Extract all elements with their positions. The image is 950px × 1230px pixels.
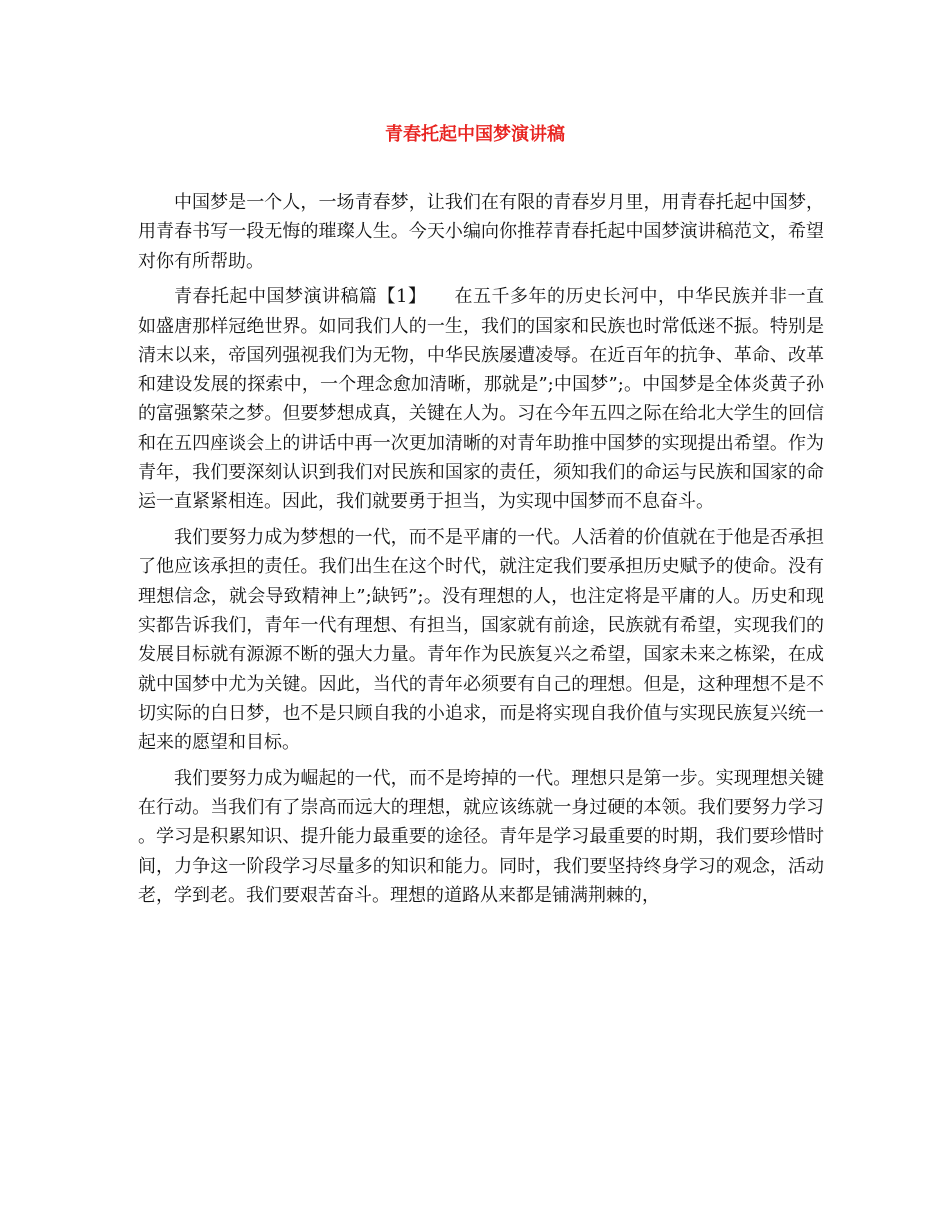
paragraph-dream-generation: 我们要努力成为梦想的一代，而不是平庸的一代。人活着的价值就在于他是否承担了他应该承担的责任。我们出生在这个时代，就注定我们要承担历史赋予的使命。没有理想信念，就会导致精神上”;缺钙”;。没有理想的人，也注定将是平庸的人。历史和现实都告诉我们，青年一代有理想、有担当，国家就有前途，民族就有希望，实现我们的发展目标就有源源不断的强大力量。青年作为民族复兴之希望，国家未来之栋梁，在成就中国梦中尤为关键。因此，当代的青年必须要有自己的理想。但是，这种理想不是不切实际的白日梦，也不是只顾自我的小追求，而是将实现自我价值与实现民族复兴统一起来的愿望和目标。 [138, 527, 824, 754]
document-body [138, 188, 824, 917]
paragraph-rising-generation: 我们要努力成为崛起的一代，而不是垮掉的一代。理想只是第一步。实现理想关键在行动。当我们有了崇高而远大的理想，就应该练就一身过硬的本领。我们要努力学习。学习是积累知识、提升能力最重要的途径。青年是学习最重要的时期，我们要珍惜时间，力争这一阶段学习尽量多的知识和能力。同时，我们要坚持终身学习的观念，活动老，学到老。我们要艰苦奋斗。理想的道路从来都是铺满荆棘的， [138, 767, 824, 906]
paragraph-section-1: 青春托起中国梦演讲稿篇【1】 在五千多年的历史长河中，中华民族并非一直如盛唐那样冠绝世界。如同我们人的一生，我们的国家和民族也时常低迷不振。特别是清末以来，帝国列强视我们为无物，中华民族屡遭凌辱。在近百年的抗争、革命、改革和建设发展的探索中，一个理念愈加清晰，那就是”;中国梦”;。中国梦是全体炎黄子孙的富强繁荣之梦。但要梦想成真，关键在人为。习在今年五四之际在给北大学生的回信和在五四座谈会上的讲话中再一次更加清晰的对青年助推中国梦的实现提出希望。作为青年，我们要深刻认识到我们对民族和国家的责任，须知我们的命运与民族和国家的命运一直紧紧相连。因此，我们就要勇于担当，为实现中国梦而不息奋斗。 [138, 286, 824, 513]
paragraph-intro: 中国梦是一个人，一场青春梦，让我们在有限的青春岁月里，用青春托起中国梦，用青春书写一段无悔的璀璨人生。今天小编向你推荐青春托起中国梦演讲稿范文，希望对你有所帮助。 [138, 192, 824, 272]
document-title: 青春托起中国梦演讲稿 [385, 124, 565, 145]
